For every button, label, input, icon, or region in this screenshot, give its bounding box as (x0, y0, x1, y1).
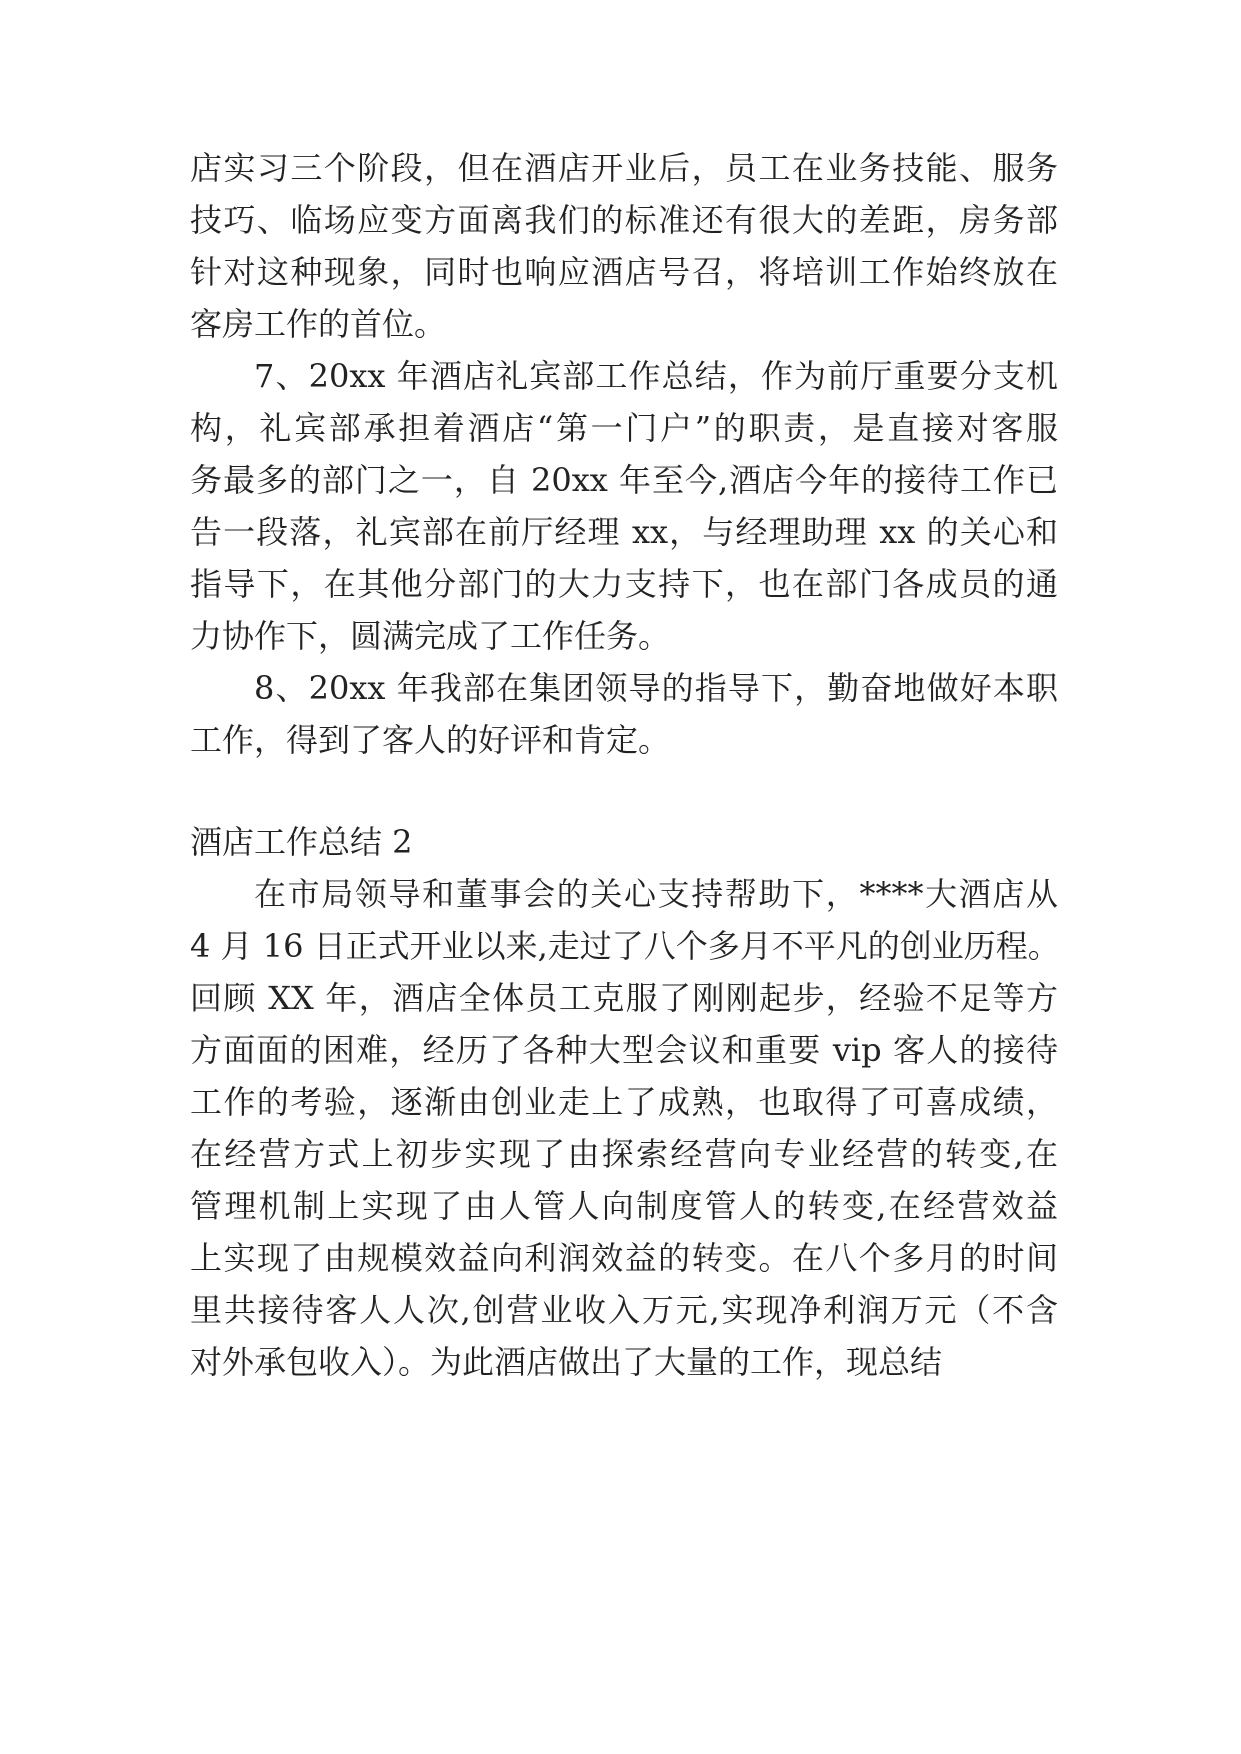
body-text-line: 客房工作的首位。 (190, 305, 447, 343)
body-text-line: 上实现了由规模效益向利润效益的转变。在八个多月的时间 (190, 1239, 1058, 1277)
body-text-line: 在经营方式上初步实现了由探索经营向专业经营的转变,在 (190, 1135, 1058, 1173)
body-text-line: 工作的考验，逐渐由创业走上了成熟，也取得了可喜成绩， (190, 1083, 1058, 1121)
body-text-line: 8、20xx 年我部在集团领导的指导下，勤奋地做好本职 (254, 669, 1058, 707)
body-text-line: 店实习三个阶段，但在酒店开业后，员工在业务技能、服务 (190, 149, 1058, 187)
body-text-line: 技巧、临场应变方面离我们的标准还有很大的差距，房务部 (190, 201, 1058, 239)
body-text-line: 构，礼宾部承担着酒店“第一门户”的职责，是直接对客服 (190, 409, 1058, 447)
body-text-line: 方面面的困难，经历了各种大型会议和重要 vip 客人的接待 (190, 1031, 1058, 1069)
body-text-line: 针对这种现象，同时也响应酒店号召，将培训工作始终放在 (190, 253, 1058, 291)
body-text-line: 在市局领导和董事会的关心支持帮助下，****大酒店从 (254, 875, 1058, 913)
body-text-line: 指导下，在其他分部门的大力支持下，也在部门各成员的通 (190, 565, 1058, 603)
body-text-line: 工作，得到了客人的好评和肯定。 (190, 721, 671, 759)
body-text-line: 4 月 16 日正式开业以来,走过了八个多月不平凡的创业历程。 (190, 927, 1060, 965)
body-text-line: 管理机制上实现了由人管人向制度管人的转变,在经营效益 (190, 1187, 1058, 1225)
body-text-line: 7、20xx 年酒店礼宾部工作总结，作为前厅重要分支机 (254, 357, 1058, 395)
body-text-line: 里共接待客人人次,创营业收入万元,实现净利润万元（不含 (190, 1291, 1058, 1329)
body-text-line: 对外承包收入）。为此酒店做出了大量的工作，现总结 (190, 1343, 943, 1381)
body-text-line: 力协作下，圆满完成了工作任务。 (190, 617, 671, 655)
body-text-line: 务最多的部门之一，自 20xx 年至今,酒店今年的接待工作已 (190, 461, 1058, 499)
body-text-line: 回顾 XX 年，酒店全体员工克服了刚刚起步，经验不足等方 (190, 979, 1058, 1017)
body-text-line: 告一段落，礼宾部在前厅经理 xx，与经理助理 xx 的关心和 (190, 513, 1058, 551)
section-heading: 酒店工作总结 2 (190, 823, 413, 861)
